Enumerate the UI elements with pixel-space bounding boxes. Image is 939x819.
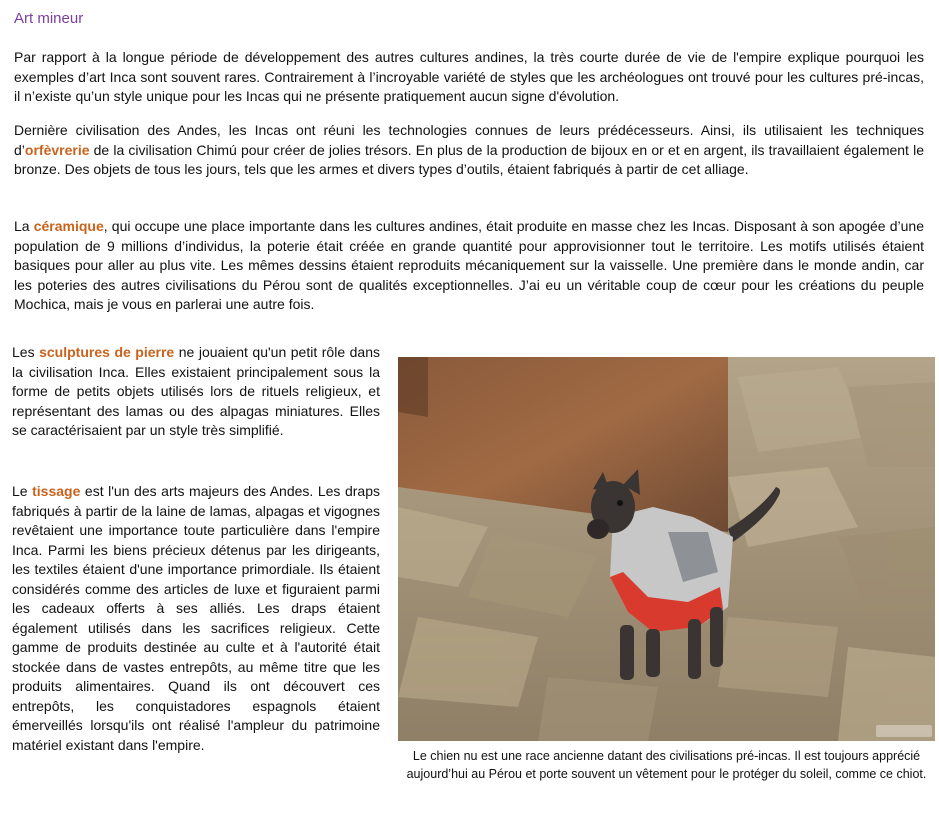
paragraph-ceramique-text-a: La (14, 218, 34, 234)
paragraph-sculptures-text-a: Les (12, 344, 40, 360)
highlight-sculptures: sculptures de pierre (39, 344, 175, 360)
highlight-ceramique: céramique (33, 218, 104, 234)
highlight-tissage: tissage (32, 483, 81, 499)
wall-shadow (398, 357, 428, 417)
paragraph-orfevrerie (14, 121, 924, 180)
paragraph-orfevrerie-text-b: de la civilisation Chimú pour créer de jolies trésors. En plus de la production de bijoux en or et en argent, ils travaillaient également le bronze. Des objets de tous les jours, tels que les armes et divers types d’outils, étaient fabriqués à partir de cet alliage. (14, 141, 924, 177)
dog-photo-illustration (398, 357, 935, 741)
watermark (876, 725, 932, 737)
paragraph-ceramique-text-b: , qui occupe une place importante dans les cultures andines, était produite en masse chez les Incas. Disposant à son apogée d’une population de 9 millions d’individus, la poterie était créée en grande quantité pour approvisionner tout le territoire. Les motifs utilisés étaient basiques pour aller au plus vite. Les mêmes dessins étaient reproduits mécaniquement sur la vaisselle. Une première dans le monde andin, car les poteries des autres civilisations du Pérou sont de qualités exceptionnelles. J’ai eu un véritable coup de cœur pour les créations du peuple Mochica, mais je vous en parlerai une autre fois. (14, 218, 924, 312)
paragraph-sculptures-text-b: ne jouaient qu'un petit rôle dans la civilisation Inca. Elles existaient principalement sous la forme de petits objets utilisés lors de rituels religieux, et représentant des lamas ou des alpagas miniatures. Elles se caractérisaient par un style très simplifié. (12, 344, 380, 438)
paragraph-tissage-text-b: est l'un des arts majeurs des Andes. Les draps fabriqués à partir de la laine de lamas, alpagas et vigognes revêtaient une importance toute particulière dans l'empire Inca. Parmi les biens précieux détenus par les dirigeants, les textiles étaient d'une importance primordiale. Ils étaient considérés comme des articles de luxe et figuraient parmi les cadeaux offerts à ses alliés. Les draps étaient également utilisés dans les sacrifices religieux. Cette gamme de produits destinée au culte et à l'autorité était stockée dans de vastes entrepôts, au même titre que les produits alimentaires. Quand ils ont découvert ces entrepôts, les conquistadores espagnols étaient émerveillés lorsqu'ils ont réalisé l'ampleur du patrimoine matériel existant dans l'empire. (12, 483, 380, 753)
paragraph-intro-text: Par rapport à la longue période de développement des autres cultures andines, la très courte durée de vie de l'empire explique pourquoi les exemples d’art Inca sont souvent rares. Contrairement à l’incroyable variété de styles que les archéologues ont trouvé pour les cultures pré-incas, il n’existe qu’un style unique pour les Incas qui ne présente pratiquement aucun signe d'évolution. (14, 49, 924, 104)
section-title: Art mineur (14, 10, 84, 27)
paragraph-sculptures (12, 343, 380, 441)
paragraph-tissage (12, 482, 380, 755)
paragraph-intro (14, 48, 924, 107)
paragraph-tissage-text-a: Le (12, 483, 33, 499)
photo-caption: Le chien nu est une race ancienne datant des civilisations pré-incas. Il est toujours apprécié aujourd’hui au Pérou et porte souvent un vêtement pour le protéger du soleil, comme ce chiot. (406, 749, 927, 781)
dog-photo (398, 357, 935, 741)
paragraph-orfevrerie-text-a: Dernière civilisation des Andes, les Incas ont réuni les technologies connues de leurs prédécesseurs. Ainsi, ils utilisaient les techniques d’ (14, 122, 924, 158)
paragraph-ceramique (14, 217, 924, 315)
highlight-orfevrerie: orfèvrerie (24, 141, 90, 158)
